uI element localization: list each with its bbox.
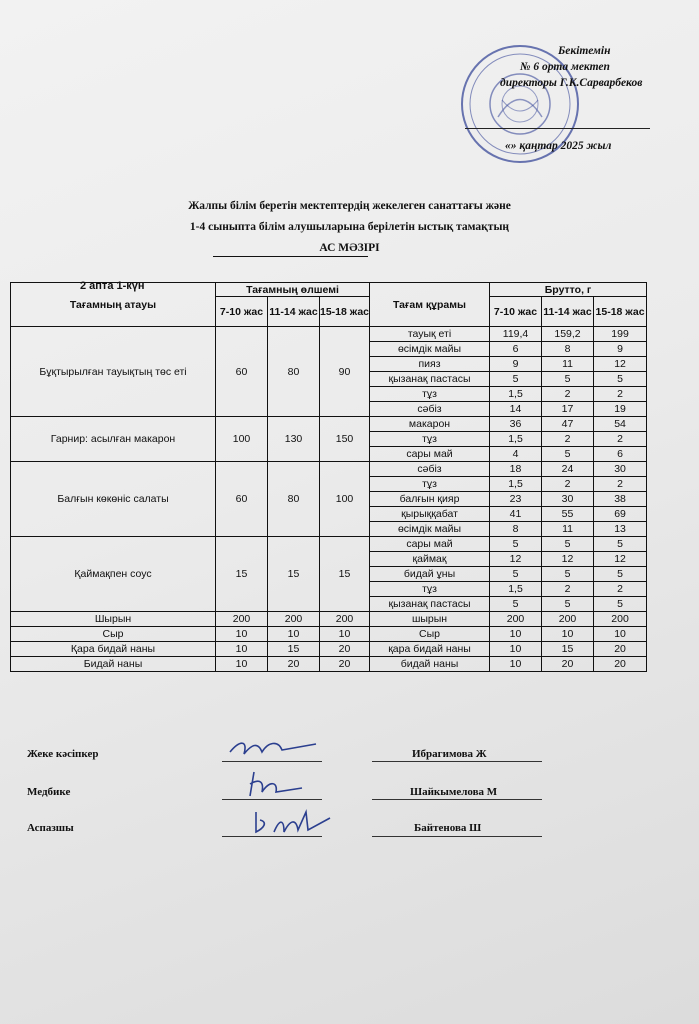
gross-age3-cell: 2 [594, 387, 647, 402]
handwritten-signature-3 [250, 806, 340, 838]
gross-age1-cell: 10 [490, 657, 542, 672]
table-row [11, 537, 647, 552]
table-row [11, 642, 647, 657]
signature-name-1: Ибрагимова Ж [412, 748, 487, 760]
gross-age2-cell: 200 [542, 612, 594, 627]
table-row [11, 327, 647, 342]
portion-age1-cell: 15 [216, 537, 268, 612]
gross-age3-cell: 12 [594, 357, 647, 372]
ingredient-cell: қырыққабат [370, 507, 490, 522]
table-row [11, 417, 647, 432]
gross-age1-cell: 119,4 [490, 327, 542, 342]
approval-date: «» қаңтар 2025 жыл [505, 140, 612, 152]
table-row [11, 612, 647, 627]
header-gross-age1: 7-10 жас [490, 297, 542, 327]
header-portion-age3: 15-18 жас [320, 297, 370, 327]
menu-table [10, 282, 647, 672]
name-line-3 [372, 836, 542, 837]
dish-name-cell: Бидай наны [11, 657, 216, 672]
gross-age3-cell: 19 [594, 402, 647, 417]
portion-age3-cell: 150 [320, 417, 370, 462]
gross-age3-cell: 2 [594, 432, 647, 447]
header-composition: Тағам құрамы [370, 283, 490, 327]
ingredient-cell: өсімдік майы [370, 342, 490, 357]
gross-age3-cell: 20 [594, 657, 647, 672]
portion-age2-cell: 200 [268, 612, 320, 627]
portion-age3-cell: 15 [320, 537, 370, 612]
gross-age1-cell: 41 [490, 507, 542, 522]
gross-age2-cell: 12 [542, 552, 594, 567]
gross-age3-cell: 6 [594, 447, 647, 462]
portion-age3-cell: 100 [320, 462, 370, 537]
portion-age1-cell: 60 [216, 462, 268, 537]
ingredient-cell: қаймақ [370, 552, 490, 567]
gross-age1-cell: 10 [490, 642, 542, 657]
gross-age1-cell: 9 [490, 357, 542, 372]
ingredient-cell: Сыр [370, 627, 490, 642]
gross-age1-cell: 4 [490, 447, 542, 462]
gross-age1-cell: 1,5 [490, 387, 542, 402]
gross-age2-cell: 11 [542, 522, 594, 537]
approval-line-3: директоры Г.К.Сарварбеков [500, 77, 643, 89]
approval-line-2: № 6 орта мектеп [520, 61, 610, 73]
gross-age2-cell: 5 [542, 372, 594, 387]
gross-age2-cell: 10 [542, 627, 594, 642]
gross-age1-cell: 14 [490, 402, 542, 417]
gross-age3-cell: 12 [594, 552, 647, 567]
approval-line-1: Бекітемін [558, 45, 611, 57]
portion-age3-cell: 90 [320, 327, 370, 417]
gross-age3-cell: 54 [594, 417, 647, 432]
gross-age1-cell: 12 [490, 552, 542, 567]
title-line-2: 1-4 сыныпта білім алушыларына берілетін ыстық тамақтың [189, 221, 510, 233]
gross-age1-cell: 1,5 [490, 477, 542, 492]
portion-age1-cell: 60 [216, 327, 268, 417]
gross-age1-cell: 6 [490, 342, 542, 357]
name-line-1 [372, 761, 542, 762]
gross-age1-cell: 36 [490, 417, 542, 432]
gross-age3-cell: 69 [594, 507, 647, 522]
gross-age2-cell: 2 [542, 387, 594, 402]
gross-age3-cell: 20 [594, 642, 647, 657]
ingredient-cell: сәбіз [370, 462, 490, 477]
gross-age3-cell: 5 [594, 372, 647, 387]
gross-age3-cell: 38 [594, 492, 647, 507]
dish-name-cell: Сыр [11, 627, 216, 642]
portion-age1-cell: 10 [216, 657, 268, 672]
portion-age2-cell: 15 [268, 642, 320, 657]
gross-age2-cell: 2 [542, 432, 594, 447]
approval-signature-line [465, 128, 650, 129]
header-portion-age1: 7-10 жас [216, 297, 268, 327]
gross-age3-cell: 9 [594, 342, 647, 357]
gross-age1-cell: 18 [490, 462, 542, 477]
gross-age2-cell: 55 [542, 507, 594, 522]
signature-name-3: Байтенова Ш [414, 822, 482, 834]
ingredient-cell: сары май [370, 447, 490, 462]
header-gross-age2: 11-14 жас [542, 297, 594, 327]
ingredient-cell: қара бидай наны [370, 642, 490, 657]
signature-name-2: Шайкымелова М [410, 786, 498, 798]
gross-age2-cell: 11 [542, 357, 594, 372]
gross-age2-cell: 8 [542, 342, 594, 357]
dish-name-cell: Балғын көкөніс салаты [11, 462, 216, 537]
gross-age1-cell: 1,5 [490, 582, 542, 597]
gross-age2-cell: 2 [542, 582, 594, 597]
dish-name-cell: Бұқтырылған тауықтың төс еті [11, 327, 216, 417]
portion-age2-cell: 20 [268, 657, 320, 672]
portion-age2-cell: 80 [268, 327, 320, 417]
gross-age2-cell: 47 [542, 417, 594, 432]
title-underline [213, 256, 368, 257]
portion-age2-cell: 15 [268, 537, 320, 612]
gross-age2-cell: 5 [542, 597, 594, 612]
dish-name-cell: Қара бидай наны [11, 642, 216, 657]
gross-age1-cell: 5 [490, 537, 542, 552]
gross-age3-cell: 10 [594, 627, 647, 642]
ingredient-cell: қызанақ пастасы [370, 372, 490, 387]
gross-age1-cell: 1,5 [490, 432, 542, 447]
ingredient-cell: тұз [370, 582, 490, 597]
gross-age2-cell: 20 [542, 657, 594, 672]
ingredient-cell: тұз [370, 432, 490, 447]
day-label: 2 апта 1-күн [80, 280, 145, 292]
gross-age3-cell: 30 [594, 462, 647, 477]
ingredient-cell: пияз [370, 357, 490, 372]
table-row [11, 627, 647, 642]
title-line-1: Жалпы білім беретін мектептердің жекелеген санаттағы және [188, 200, 511, 212]
handwritten-signature-2 [240, 768, 310, 800]
signature-role-3: Аспазшы [27, 822, 74, 834]
portion-age2-cell: 80 [268, 462, 320, 537]
gross-age3-cell: 2 [594, 477, 647, 492]
table-row [11, 462, 647, 477]
menu-table-body [11, 327, 647, 672]
portion-age3-cell: 10 [320, 627, 370, 642]
portion-age2-cell: 130 [268, 417, 320, 462]
ingredient-cell: макарон [370, 417, 490, 432]
portion-age1-cell: 10 [216, 627, 268, 642]
gross-age1-cell: 10 [490, 627, 542, 642]
gross-age2-cell: 24 [542, 462, 594, 477]
gross-age2-cell: 5 [542, 447, 594, 462]
gross-age1-cell: 8 [490, 522, 542, 537]
gross-age2-cell: 17 [542, 402, 594, 417]
gross-age2-cell: 5 [542, 567, 594, 582]
gross-age2-cell: 159,2 [542, 327, 594, 342]
header-portion-age2: 11-14 жас [268, 297, 320, 327]
ingredient-cell: тауық еті [370, 327, 490, 342]
gross-age3-cell: 5 [594, 567, 647, 582]
portion-age3-cell: 200 [320, 612, 370, 627]
gross-age2-cell: 15 [542, 642, 594, 657]
portion-age3-cell: 20 [320, 657, 370, 672]
header-portion: Тағамның өлшемі [216, 283, 370, 297]
gross-age1-cell: 23 [490, 492, 542, 507]
ingredient-cell: тұз [370, 477, 490, 492]
ingredient-cell: қызанақ пастасы [370, 597, 490, 612]
ingredient-cell: сәбіз [370, 402, 490, 417]
dish-name-cell: Қаймақпен соус [11, 537, 216, 612]
portion-age3-cell: 20 [320, 642, 370, 657]
gross-age1-cell: 5 [490, 597, 542, 612]
gross-age3-cell: 2 [594, 582, 647, 597]
title-line-3: АС МӘЗІРІ [319, 242, 380, 254]
handwritten-signature-1 [222, 734, 322, 762]
gross-age3-cell: 5 [594, 597, 647, 612]
signature-role-2: Медбике [27, 786, 71, 798]
ingredient-cell: сары май [370, 537, 490, 552]
gross-age3-cell: 199 [594, 327, 647, 342]
header-dish-name: Тағамның атауы [11, 283, 216, 327]
name-line-2 [372, 799, 542, 800]
ingredient-cell: бидай наны [370, 657, 490, 672]
portion-age1-cell: 100 [216, 417, 268, 462]
gross-age2-cell: 30 [542, 492, 594, 507]
gross-age1-cell: 5 [490, 372, 542, 387]
header-gross: Брутто, г [490, 283, 647, 297]
ingredient-cell: тұз [370, 387, 490, 402]
gross-age3-cell: 13 [594, 522, 647, 537]
gross-age1-cell: 200 [490, 612, 542, 627]
dish-name-cell: Шырын [11, 612, 216, 627]
table-row [11, 657, 647, 672]
ingredient-cell: шырын [370, 612, 490, 627]
gross-age2-cell: 2 [542, 477, 594, 492]
gross-age3-cell: 5 [594, 537, 647, 552]
portion-age2-cell: 10 [268, 627, 320, 642]
gross-age1-cell: 5 [490, 567, 542, 582]
portion-age1-cell: 200 [216, 612, 268, 627]
signature-role-1: Жеке кәсіпкер [27, 748, 99, 760]
header-gross-age3: 15-18 жас [594, 297, 647, 327]
portion-age1-cell: 10 [216, 642, 268, 657]
ingredient-cell: бидай ұны [370, 567, 490, 582]
gross-age2-cell: 5 [542, 537, 594, 552]
gross-age3-cell: 200 [594, 612, 647, 627]
ingredient-cell: балғын қияр [370, 492, 490, 507]
dish-name-cell: Гарнир: асылған макарон [11, 417, 216, 462]
ingredient-cell: өсімдік майы [370, 522, 490, 537]
